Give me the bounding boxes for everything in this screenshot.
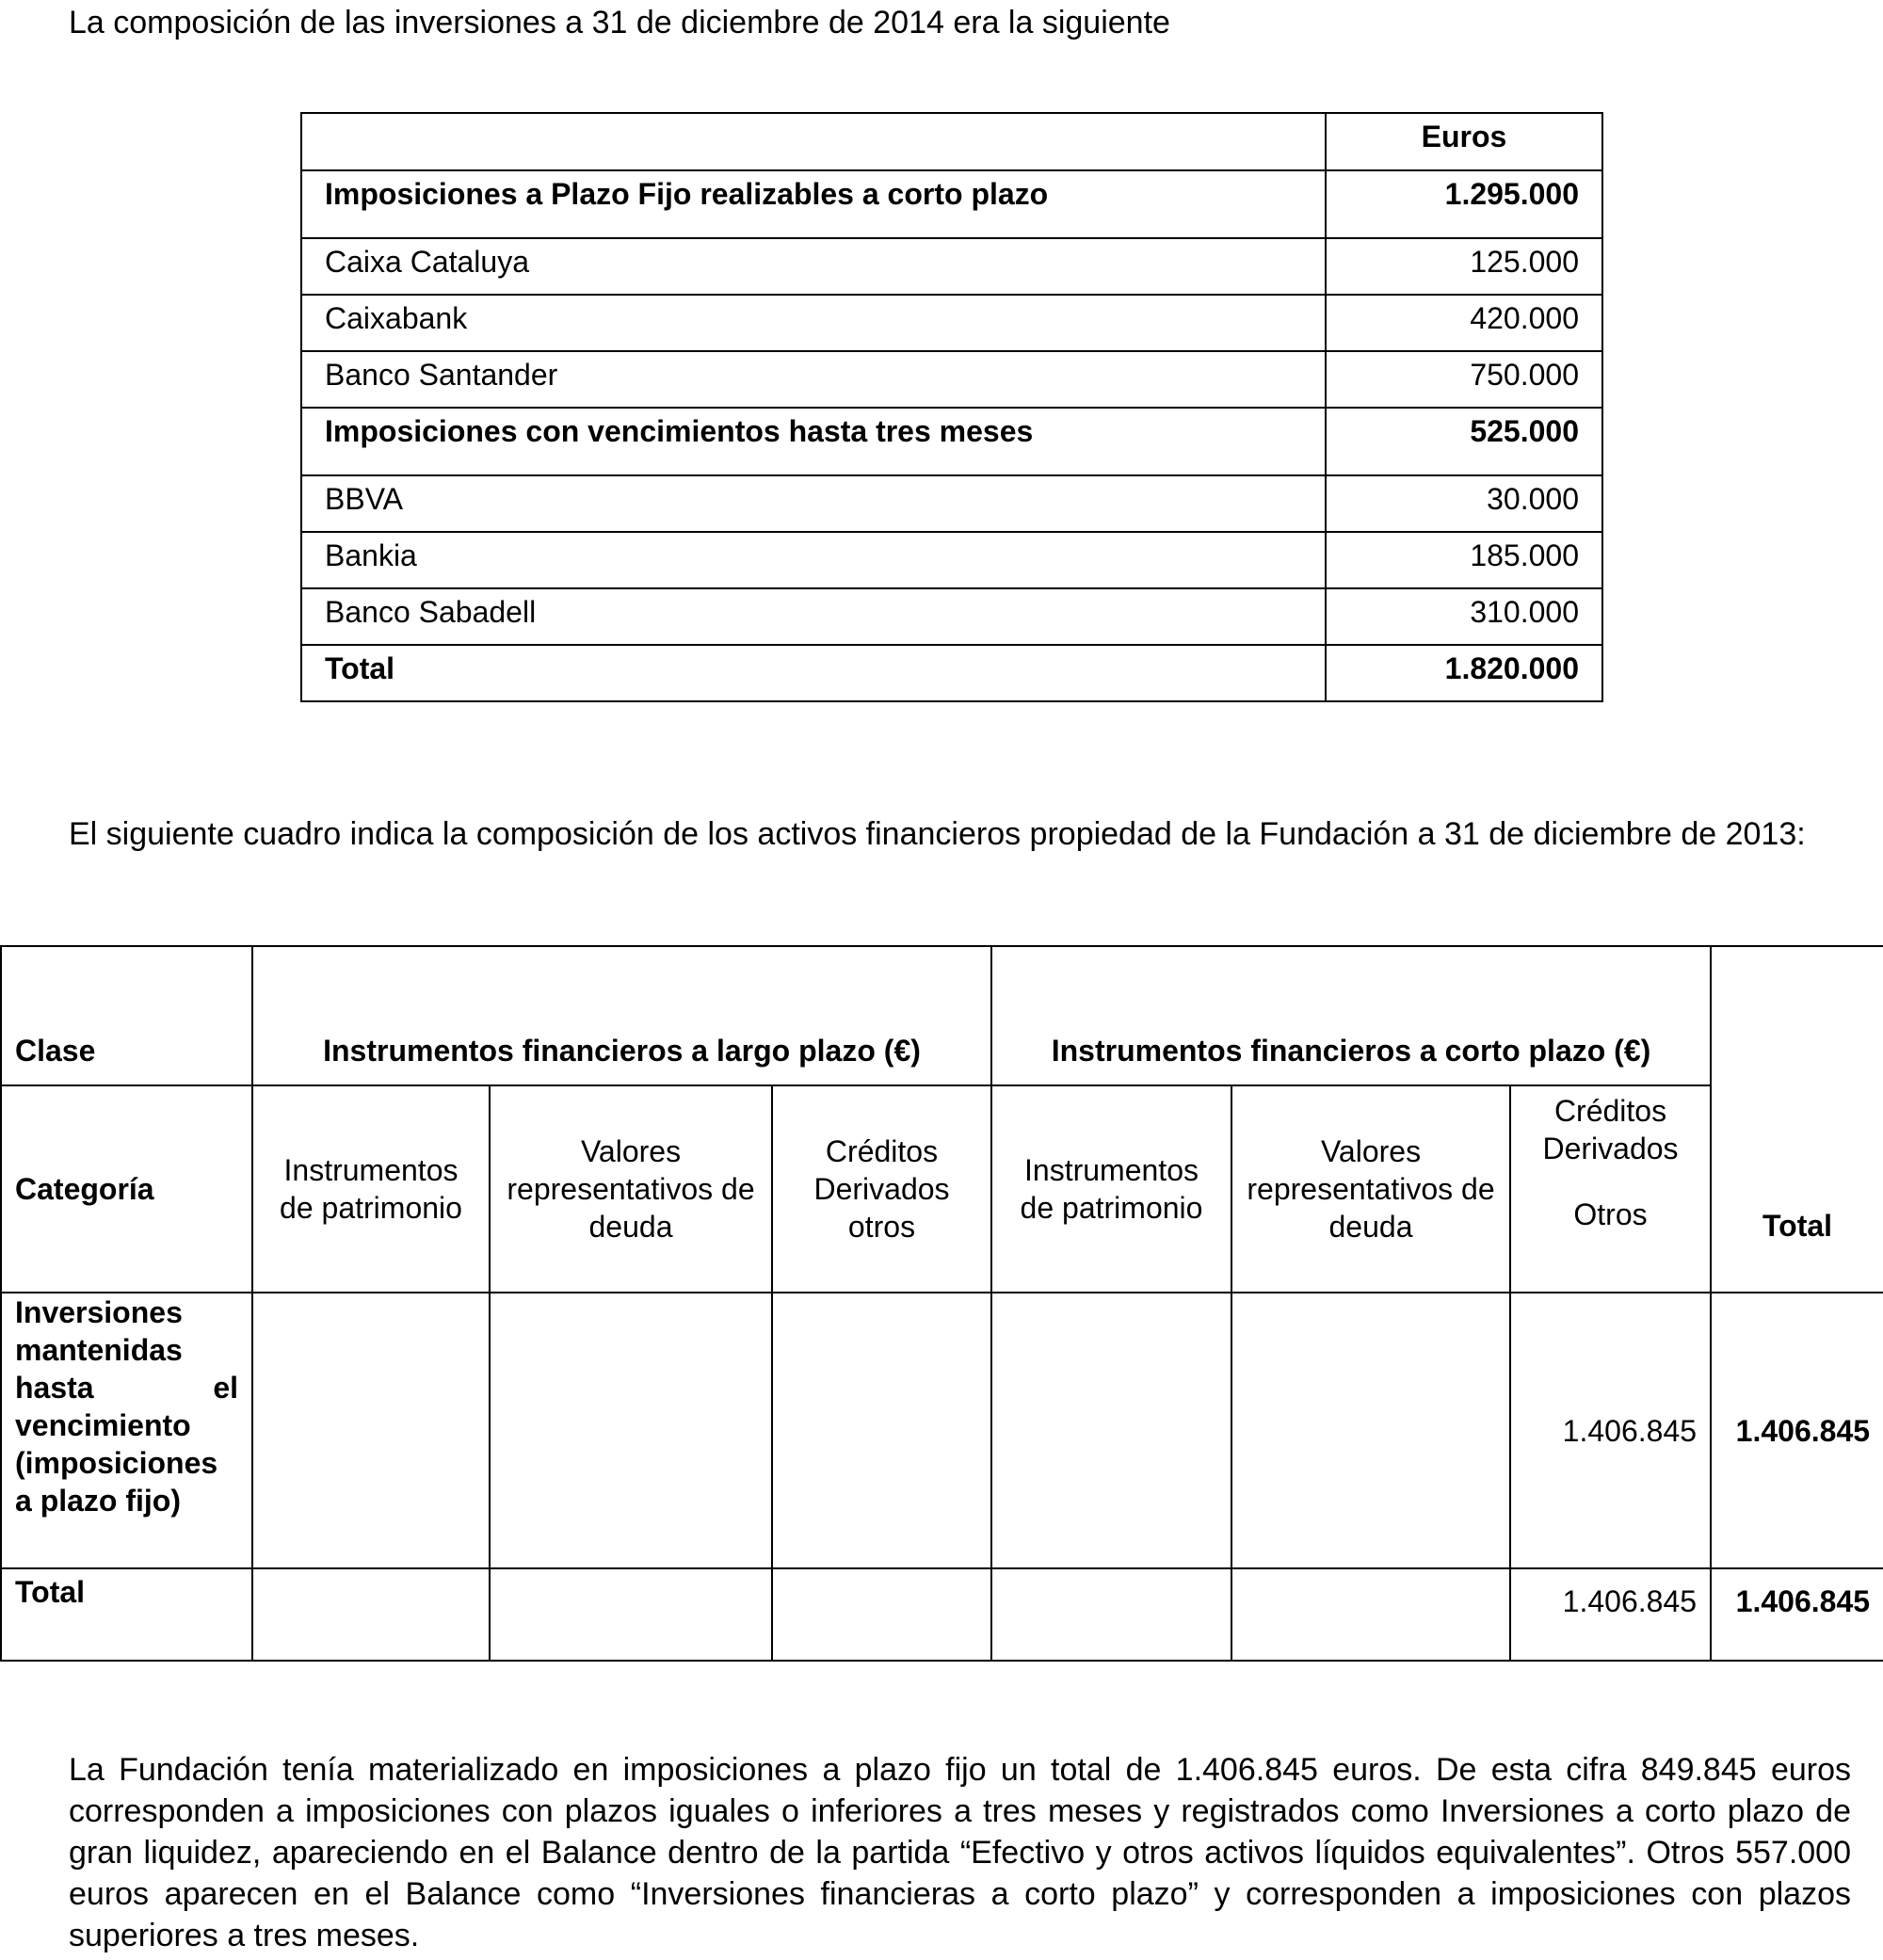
empty-cell <box>991 1568 1231 1661</box>
row-label: Caixa Cataluya <box>301 238 1326 295</box>
row-value: 185.000 <box>1326 532 1602 588</box>
st-credits-header <box>1510 1085 1711 1293</box>
total-header: Total <box>1711 946 1883 1293</box>
row-value: 525.000 <box>1326 408 1602 475</box>
empty-cell <box>991 1293 1231 1568</box>
row-value: 30.000 <box>1326 475 1602 532</box>
financial-assets-2013-table <box>0 945 1883 1662</box>
row-label: Banco Sabadell <box>301 588 1326 645</box>
empty-cell <box>1231 1293 1510 1568</box>
table-header-row <box>301 113 1602 170</box>
row-label: BBVA <box>301 475 1326 532</box>
table-row <box>301 408 1602 475</box>
empty-cell <box>252 1568 490 1661</box>
total-label: Total <box>301 645 1326 701</box>
row-value: 420.000 <box>1326 295 1602 351</box>
st-credits-value: 1.406.845 <box>1510 1293 1711 1568</box>
empty-cell <box>490 1293 772 1568</box>
row-label: Imposiciones a Plazo Fijo realizables a corto plazo <box>301 170 1326 238</box>
long-term-header: Instrumentos financieros a largo plazo (€) <box>252 946 991 1085</box>
table-row <box>301 351 1602 408</box>
table-row <box>301 475 1602 532</box>
table-row <box>301 295 1602 351</box>
row-total-value: 1.406.845 <box>1711 1293 1883 1568</box>
row-label: Banco Santander <box>301 351 1326 408</box>
header-empty-cell <box>301 113 1326 170</box>
euros-header: Euros <box>1326 113 1602 170</box>
row-label: Bankia <box>301 532 1326 588</box>
table-row <box>301 238 1602 295</box>
empty-cell <box>1231 1568 1510 1661</box>
st-debt-header: Valores representativos de deuda <box>1231 1085 1510 1293</box>
lt-debt-header: Valores representativos de deuda <box>490 1085 772 1293</box>
table-row <box>301 532 1602 588</box>
empty-cell <box>772 1293 991 1568</box>
total-st-credits-value: 1.406.845 <box>1510 1568 1711 1661</box>
short-term-header: Instrumentos financieros a corto plazo (€) <box>991 946 1711 1085</box>
row-value: 1.295.000 <box>1326 170 1602 238</box>
clase-header: Clase <box>1 946 252 1085</box>
empty-cell <box>772 1568 991 1661</box>
table-total-row <box>301 645 1602 701</box>
table-header-row <box>1 946 1883 1085</box>
row-label: Imposiciones con vencimientos hasta tres meses <box>301 408 1326 475</box>
row-value: 125.000 <box>1326 238 1602 295</box>
categoria-header: Categoría <box>1 1085 252 1293</box>
row-value: 750.000 <box>1326 351 1602 408</box>
table-total-row <box>1 1568 1883 1661</box>
table-subheader-row <box>1 1085 1883 1293</box>
table-row <box>1 1293 1883 1568</box>
investments-2014-table <box>300 112 1603 702</box>
lt-equity-header: Instrumentos de patrimonio <box>252 1085 490 1293</box>
row-value: 310.000 <box>1326 588 1602 645</box>
table-row <box>301 588 1602 645</box>
total-value: 1.820.000 <box>1326 645 1602 701</box>
grand-total-value: 1.406.845 <box>1711 1568 1883 1661</box>
st-otros-label: Otros <box>1573 1197 1648 1231</box>
row-label: Caixabank <box>301 295 1326 351</box>
intro-paragraph-2014: La composición de las inversiones a 31 de diciembre de 2014 era la siguiente <box>69 5 1170 40</box>
st-equity-header: Instrumentos de patrimonio <box>991 1085 1231 1293</box>
lt-credits-header: Créditos Derivados otros <box>772 1085 991 1293</box>
closing-paragraph: La Fundación tenía materializado en imposiciones a plazo fijo un total de 1.406.845 euros. De esta cifra 849.845 euros corresponden a imposiciones con plazos iguales o inferiores a tres meses y registrados como Inversiones a corto plazo de gran liquidez, apareciendo en el Balance dentro de la partida “Efectivo y otros activos líquidos equivalentes”. Otros 557.000 euros aparecen en el Balance como “Inversiones financieras a corto plazo” y corresponden a imposiciones con plazos superiores a tres meses. <box>69 1752 1851 1953</box>
intro-paragraph-2013: El siguiente cuadro indica la composición de los activos financieros propiedad de la Fundación a 31 de diciembre de 2013: <box>69 816 1806 852</box>
st-credits-label: Créditos Derivados <box>1542 1094 1679 1165</box>
row-label: Inversiones mantenidas hasta el vencimiento (imposiciones a plazo fijo) <box>1 1293 252 1568</box>
total-label: Total <box>1 1568 252 1661</box>
table-row <box>301 170 1602 238</box>
empty-cell <box>490 1568 772 1661</box>
empty-cell <box>252 1293 490 1568</box>
